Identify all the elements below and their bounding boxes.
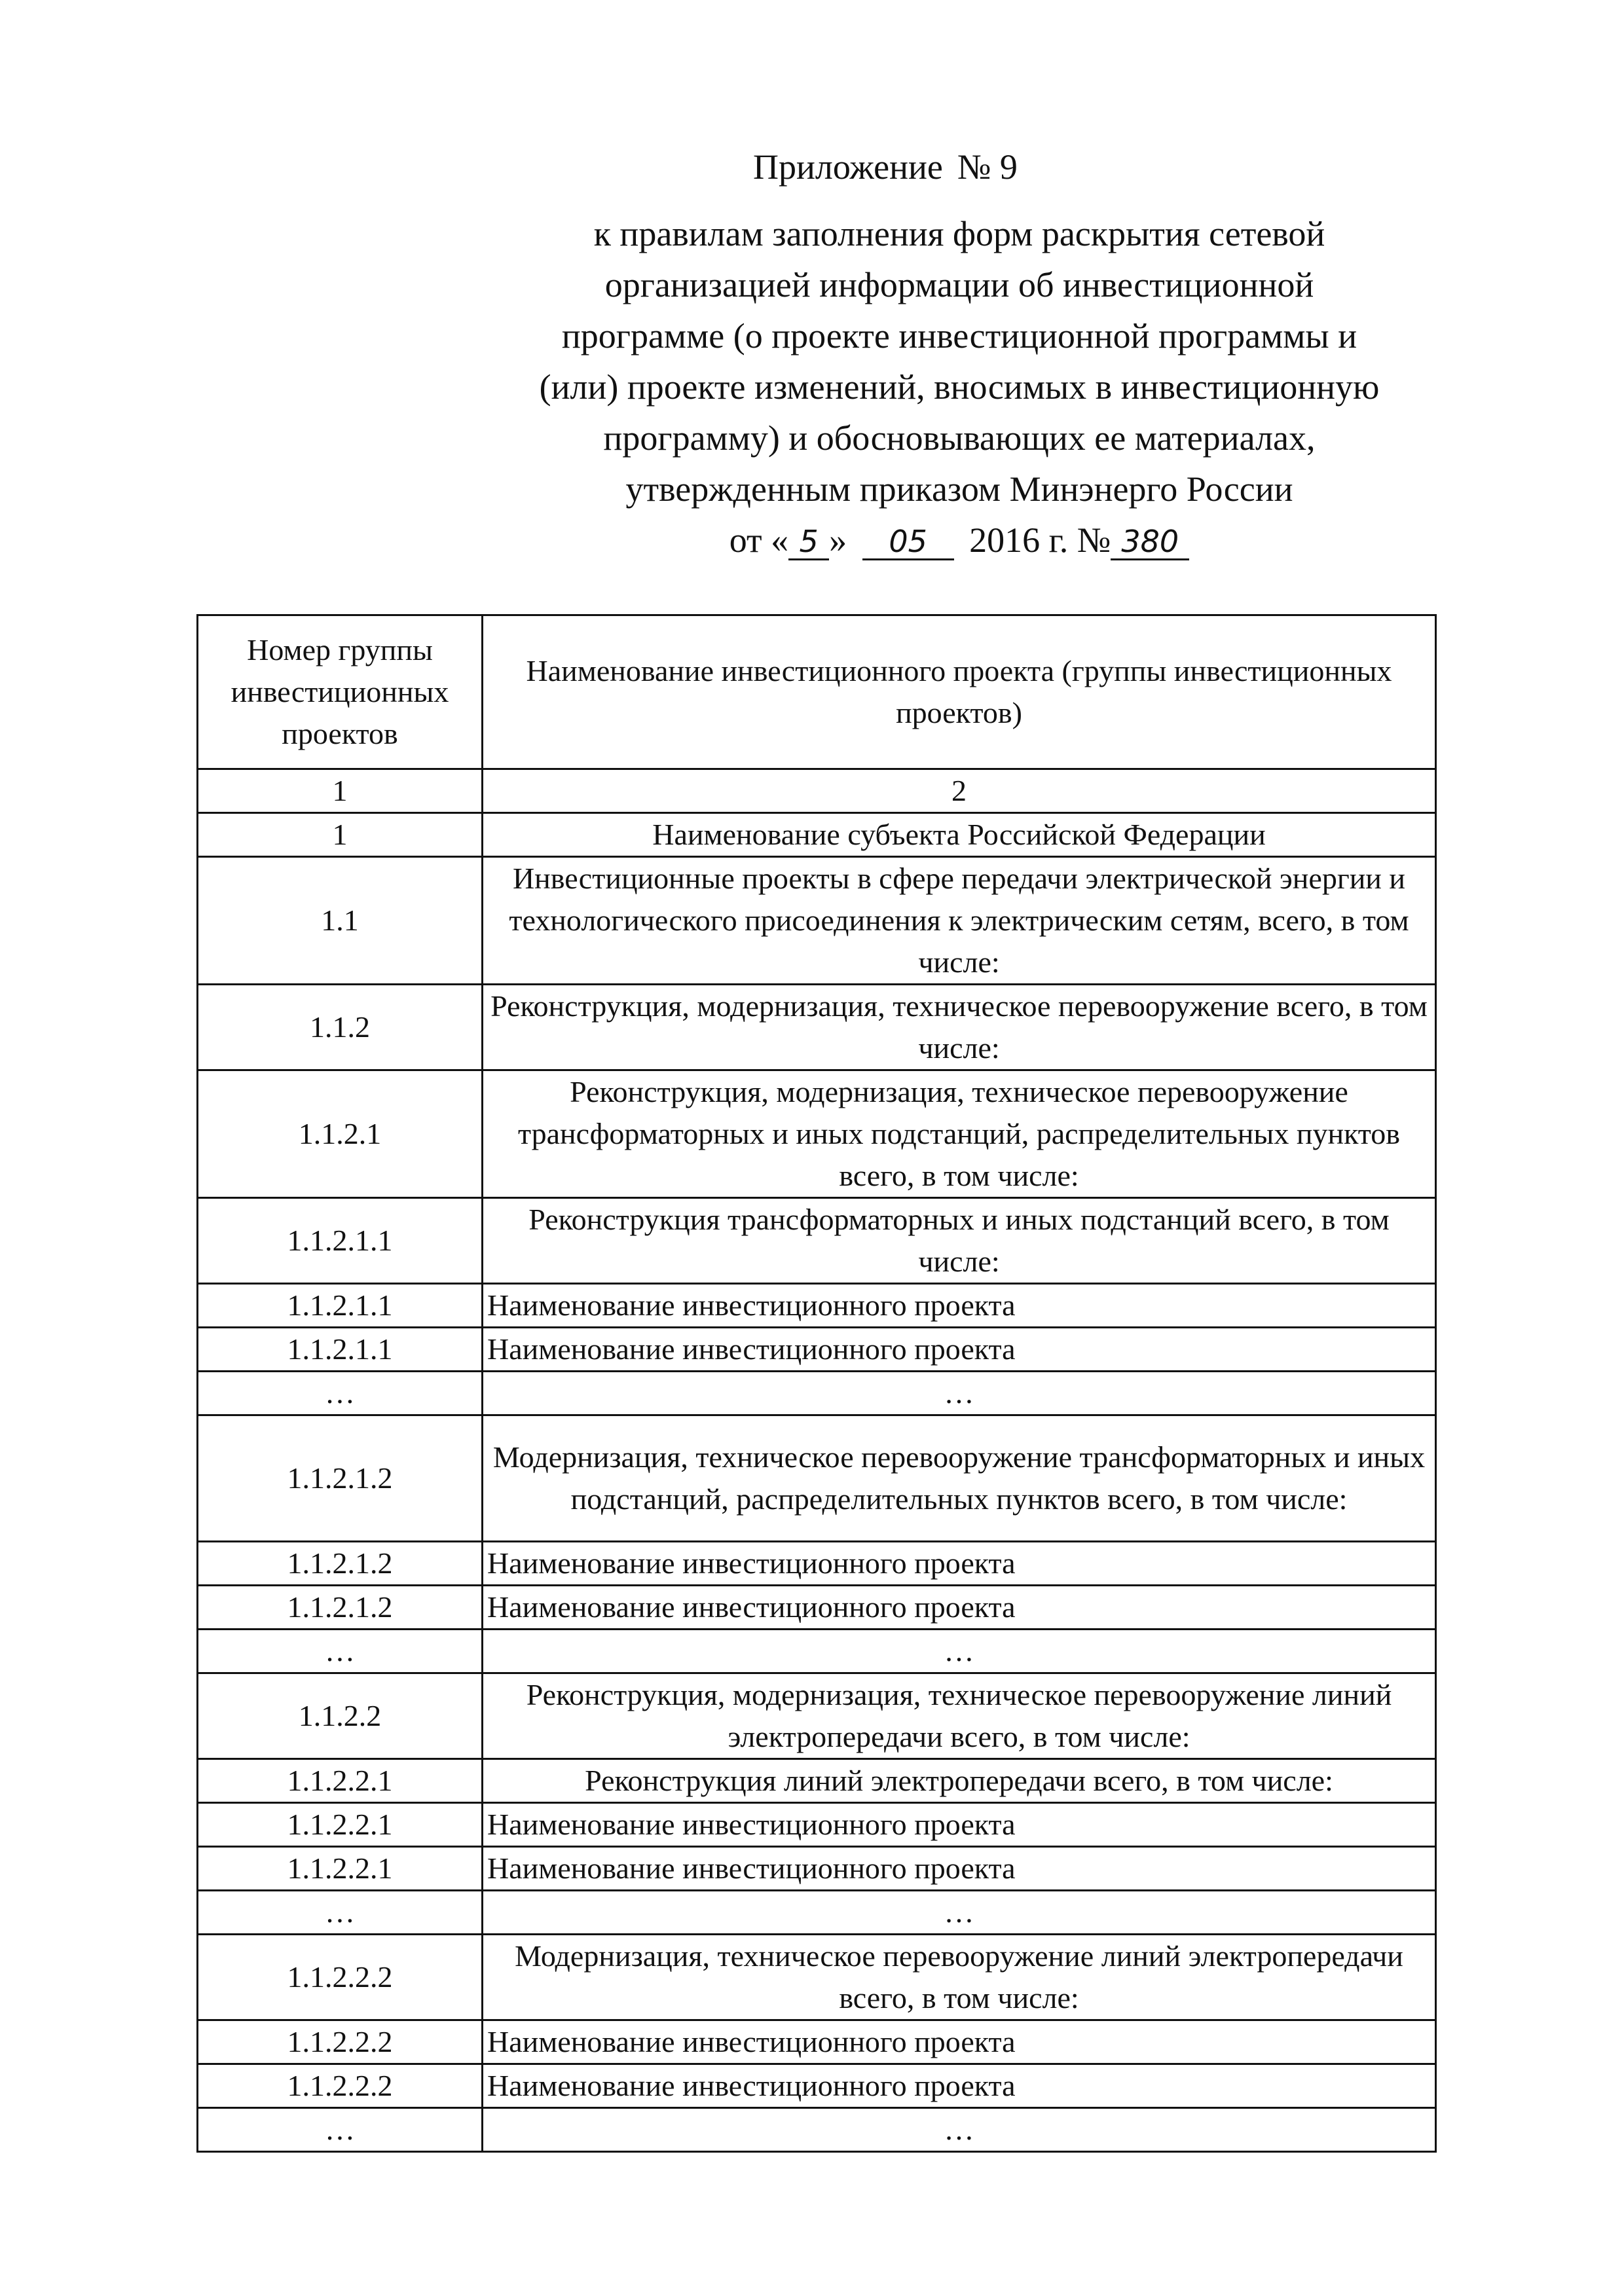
column-number-1: 1 (198, 769, 483, 813)
table-row (198, 1328, 1436, 1372)
table-row (198, 1415, 1436, 1542)
header-line: организацией информации об инвестиционной (604, 265, 1314, 304)
project-name-cell: Реконструкция, модернизация, техническое перевооружение трансформаторных и иных подстанций, распределительных пунктов всего, в том числе: (483, 1070, 1436, 1198)
investment-projects-table (196, 614, 1437, 2153)
table-row (198, 985, 1436, 1070)
group-number-cell: 1.1.2.2.1 (198, 1803, 483, 1847)
table-row (198, 1372, 1436, 1415)
group-number-cell: 1.1.2.1.1 (198, 1198, 483, 1284)
project-name-cell: Наименование инвестиционного проекта (483, 1847, 1436, 1891)
table-header-row (198, 615, 1436, 769)
header-line: утвержденным приказом Минэнерго России (625, 469, 1293, 509)
handwritten-month: 05 (862, 524, 954, 560)
column-number-row (198, 769, 1436, 813)
appendix-description (458, 208, 1460, 566)
table-row (198, 2108, 1436, 2152)
group-number-cell: 1.1.2.1.2 (198, 1415, 483, 1542)
group-number-cell: 1.1.2.1.1 (198, 1328, 483, 1372)
project-name-cell: Инвестиционные проекты в сфере передачи электрической энергии и технологического присоединения к электрическим сетям, всего, в том числе: (483, 857, 1436, 985)
table-row (198, 1198, 1436, 1284)
group-number-cell: 1.1.2.1.2 (198, 1586, 483, 1630)
group-number-cell: … (198, 1372, 483, 1415)
project-name-cell: Наименование инвестиционного проекта (483, 1284, 1436, 1328)
handwritten-order-number: 380 (1111, 524, 1189, 560)
project-name-cell: Реконструкция, модернизация, техническое перевооружение линий электропередачи всего, в том числе: (483, 1673, 1436, 1759)
table-row (198, 813, 1436, 857)
group-number-cell: 1.1.2.2.2 (198, 2064, 483, 2108)
header-line: программе (о проекте инвестиционной программы и (561, 316, 1357, 355)
group-number-cell: … (198, 1630, 483, 1673)
project-name-cell: Наименование инвестиционного проекта (483, 1586, 1436, 1630)
group-number-cell: 1.1 (198, 857, 483, 985)
table-row (198, 1673, 1436, 1759)
group-number-cell: 1.1.2.1 (198, 1070, 483, 1198)
date-quote-close: » (829, 520, 847, 560)
appendix-title (753, 144, 1277, 190)
project-name-cell: Наименование инвестиционного проекта (483, 1803, 1436, 1847)
project-name-cell: Модернизация, техническое перевооружение линий электропередачи всего, в том числе: (483, 1935, 1436, 2020)
project-name-cell: Модернизация, техническое перевооружение трансформаторных и иных подстанций, распределительных пунктов всего, в том числе: (483, 1415, 1436, 1542)
project-name-cell: Наименование субъекта Российской Федерации (483, 813, 1436, 857)
group-number-cell: 1.1.2.2.1 (198, 1847, 483, 1891)
date-year: 2016 г. № (969, 520, 1111, 560)
table-row (198, 1542, 1436, 1586)
handwritten-day: 5 (788, 524, 829, 560)
project-name-cell: Наименование инвестиционного проекта (483, 2064, 1436, 2108)
project-name-cell: … (483, 1630, 1436, 1673)
project-name-cell: Реконструкция трансформаторных и иных подстанций всего, в том числе: (483, 1198, 1436, 1284)
date-prefix: от « (729, 520, 789, 560)
group-number-cell: 1.1.2.2.2 (198, 2020, 483, 2064)
group-number-cell: 1.1.2.2.2 (198, 1935, 483, 2020)
header-project-name: Наименование инвестиционного проекта (группы инвестиционных проектов) (483, 615, 1436, 769)
table-row (198, 857, 1436, 985)
table-row (198, 1284, 1436, 1328)
table-row (198, 2020, 1436, 2064)
table-row (198, 1847, 1436, 1891)
project-name-cell: … (483, 1891, 1436, 1935)
appendix-label: Приложение (753, 147, 943, 187)
table-row (198, 1586, 1436, 1630)
project-name-cell: Наименование инвестиционного проекта (483, 2020, 1436, 2064)
project-name-cell: Наименование инвестиционного проекта (483, 1542, 1436, 1586)
header-line: к правилам заполнения форм раскрытия сетевой (593, 214, 1325, 253)
column-number-2: 2 (483, 769, 1436, 813)
table-row (198, 1070, 1436, 1198)
project-name-cell: … (483, 1372, 1436, 1415)
group-number-cell: … (198, 1891, 483, 1935)
group-number-cell: … (198, 2108, 483, 2152)
table-row (198, 1803, 1436, 1847)
table-row (198, 2064, 1436, 2108)
header-group-number: Номер группы инвестиционных проектов (198, 615, 483, 769)
group-number-cell: 1.1.2.2 (198, 1673, 483, 1759)
project-name-cell: Реконструкция линий электропередачи всего, в том числе: (483, 1759, 1436, 1803)
group-number-cell: 1.1.2.1.1 (198, 1284, 483, 1328)
appendix-number: № 9 (957, 147, 1018, 187)
group-number-cell: 1.1.2.1.2 (198, 1542, 483, 1586)
group-number-cell: 1 (198, 813, 483, 857)
order-date-line (458, 515, 1460, 566)
group-number-cell: 1.1.2 (198, 985, 483, 1070)
project-name-cell: Наименование инвестиционного проекта (483, 1328, 1436, 1372)
group-number-cell: 1.1.2.2.1 (198, 1759, 483, 1803)
header-line: (или) проекте изменений, вносимых в инвестиционную (539, 367, 1380, 407)
table-row (198, 1759, 1436, 1803)
table-row (198, 1630, 1436, 1673)
header-line: программу) и обосновывающих ее материалах, (603, 418, 1316, 458)
project-name-cell: Реконструкция, модернизация, техническое перевооружение всего, в том числе: (483, 985, 1436, 1070)
table-row (198, 1891, 1436, 1935)
table-row (198, 1935, 1436, 2020)
project-name-cell: … (483, 2108, 1436, 2152)
